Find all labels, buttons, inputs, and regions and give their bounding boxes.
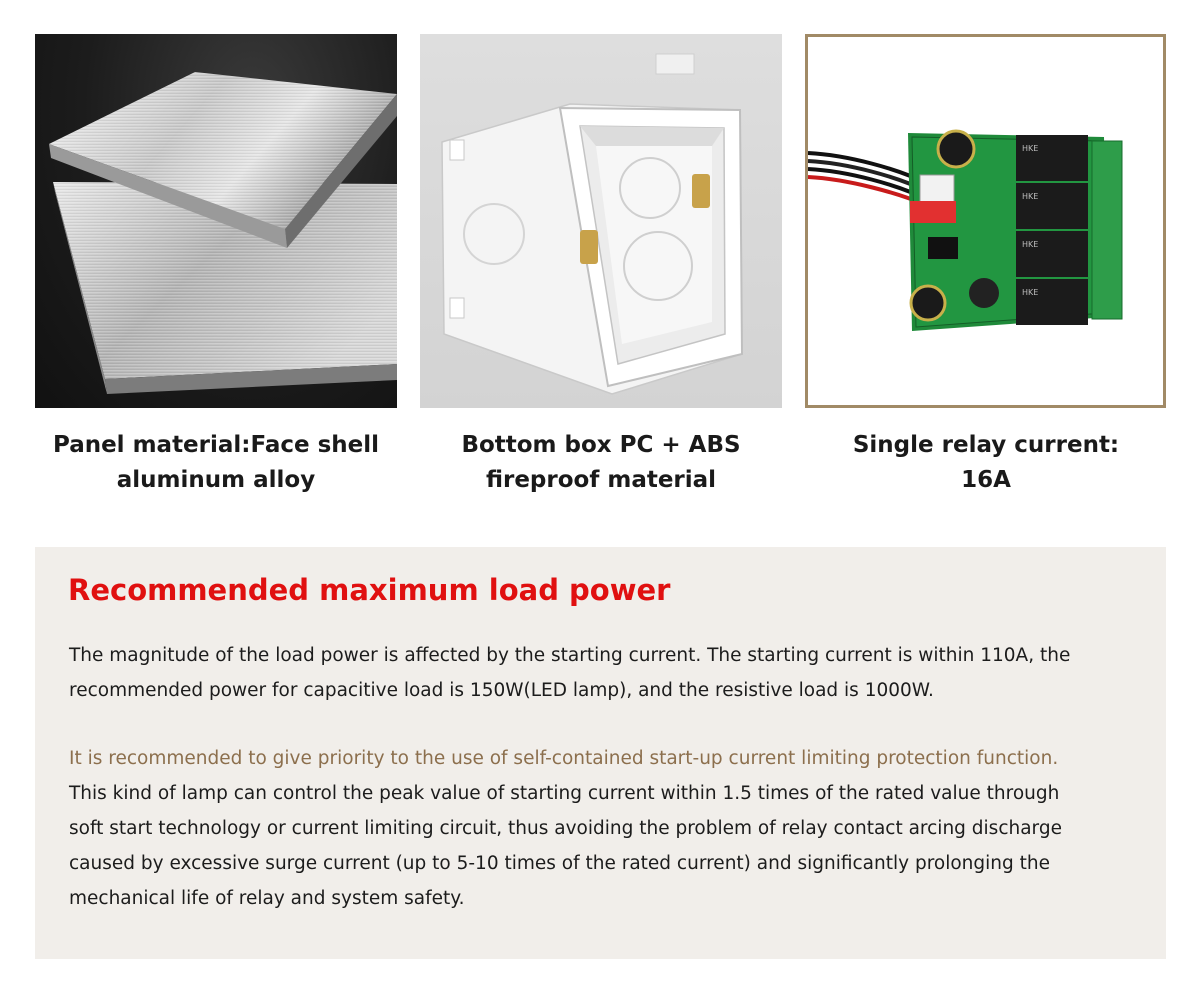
caption-line: Bottom box PC + ABS <box>461 432 741 458</box>
caption-line: Panel material:Face shell <box>52 432 380 458</box>
paragraph-line: recommended power for capacitive load is 150W(LED lamp), and the resistive load is 1000W. <box>69 680 934 701</box>
relay-board-image <box>805 34 1166 408</box>
section-heading: Recommended maximum load power <box>68 573 671 607</box>
paragraph-line: mechanical life of relay and system safety. <box>69 888 465 909</box>
bottom-box-image <box>420 34 782 408</box>
paragraph-line: soft start technology or current limiting circuit, thus avoiding the problem of relay contact arcing discharge <box>69 818 1062 839</box>
brushed-aluminum-plates-icon <box>35 34 397 408</box>
caption-relay-current <box>805 428 1167 498</box>
paragraph-line: caused by excessive surge current (up to 5-10 times of the rated current) and significantly prolonging the <box>69 853 1050 874</box>
highlight-recommendation: It is recommended to give priority to the use of self-contained start-up current limiting protection function. <box>69 748 1059 769</box>
recommendation-paragraph <box>69 741 1134 916</box>
svg-text:HKE: HKE <box>1022 240 1039 249</box>
svg-text:HKE: HKE <box>1022 288 1039 297</box>
caption-bottom-box <box>420 428 782 498</box>
load-description-paragraph <box>69 638 1134 708</box>
caption-panel-material <box>35 428 397 498</box>
aluminum-panel-image <box>35 34 397 408</box>
svg-text:HKE: HKE <box>1022 192 1039 201</box>
paragraph-line: The magnitude of the load power is affected by the starting current. The starting current is within 110A, the <box>69 645 1071 666</box>
wall-junction-box-icon <box>420 34 782 408</box>
paragraph-line: This kind of lamp can control the peak value of starting current within 1.5 times of the rated value through <box>69 783 1060 804</box>
caption-line: Single relay current: <box>852 432 1120 458</box>
relay-circuit-board-icon <box>808 37 1163 405</box>
caption-line: aluminum alloy <box>116 467 316 493</box>
caption-line: 16A <box>961 467 1011 493</box>
load-power-panel <box>35 547 1166 959</box>
caption-line: fireproof material <box>485 467 717 493</box>
svg-text:HKE: HKE <box>1022 144 1039 153</box>
